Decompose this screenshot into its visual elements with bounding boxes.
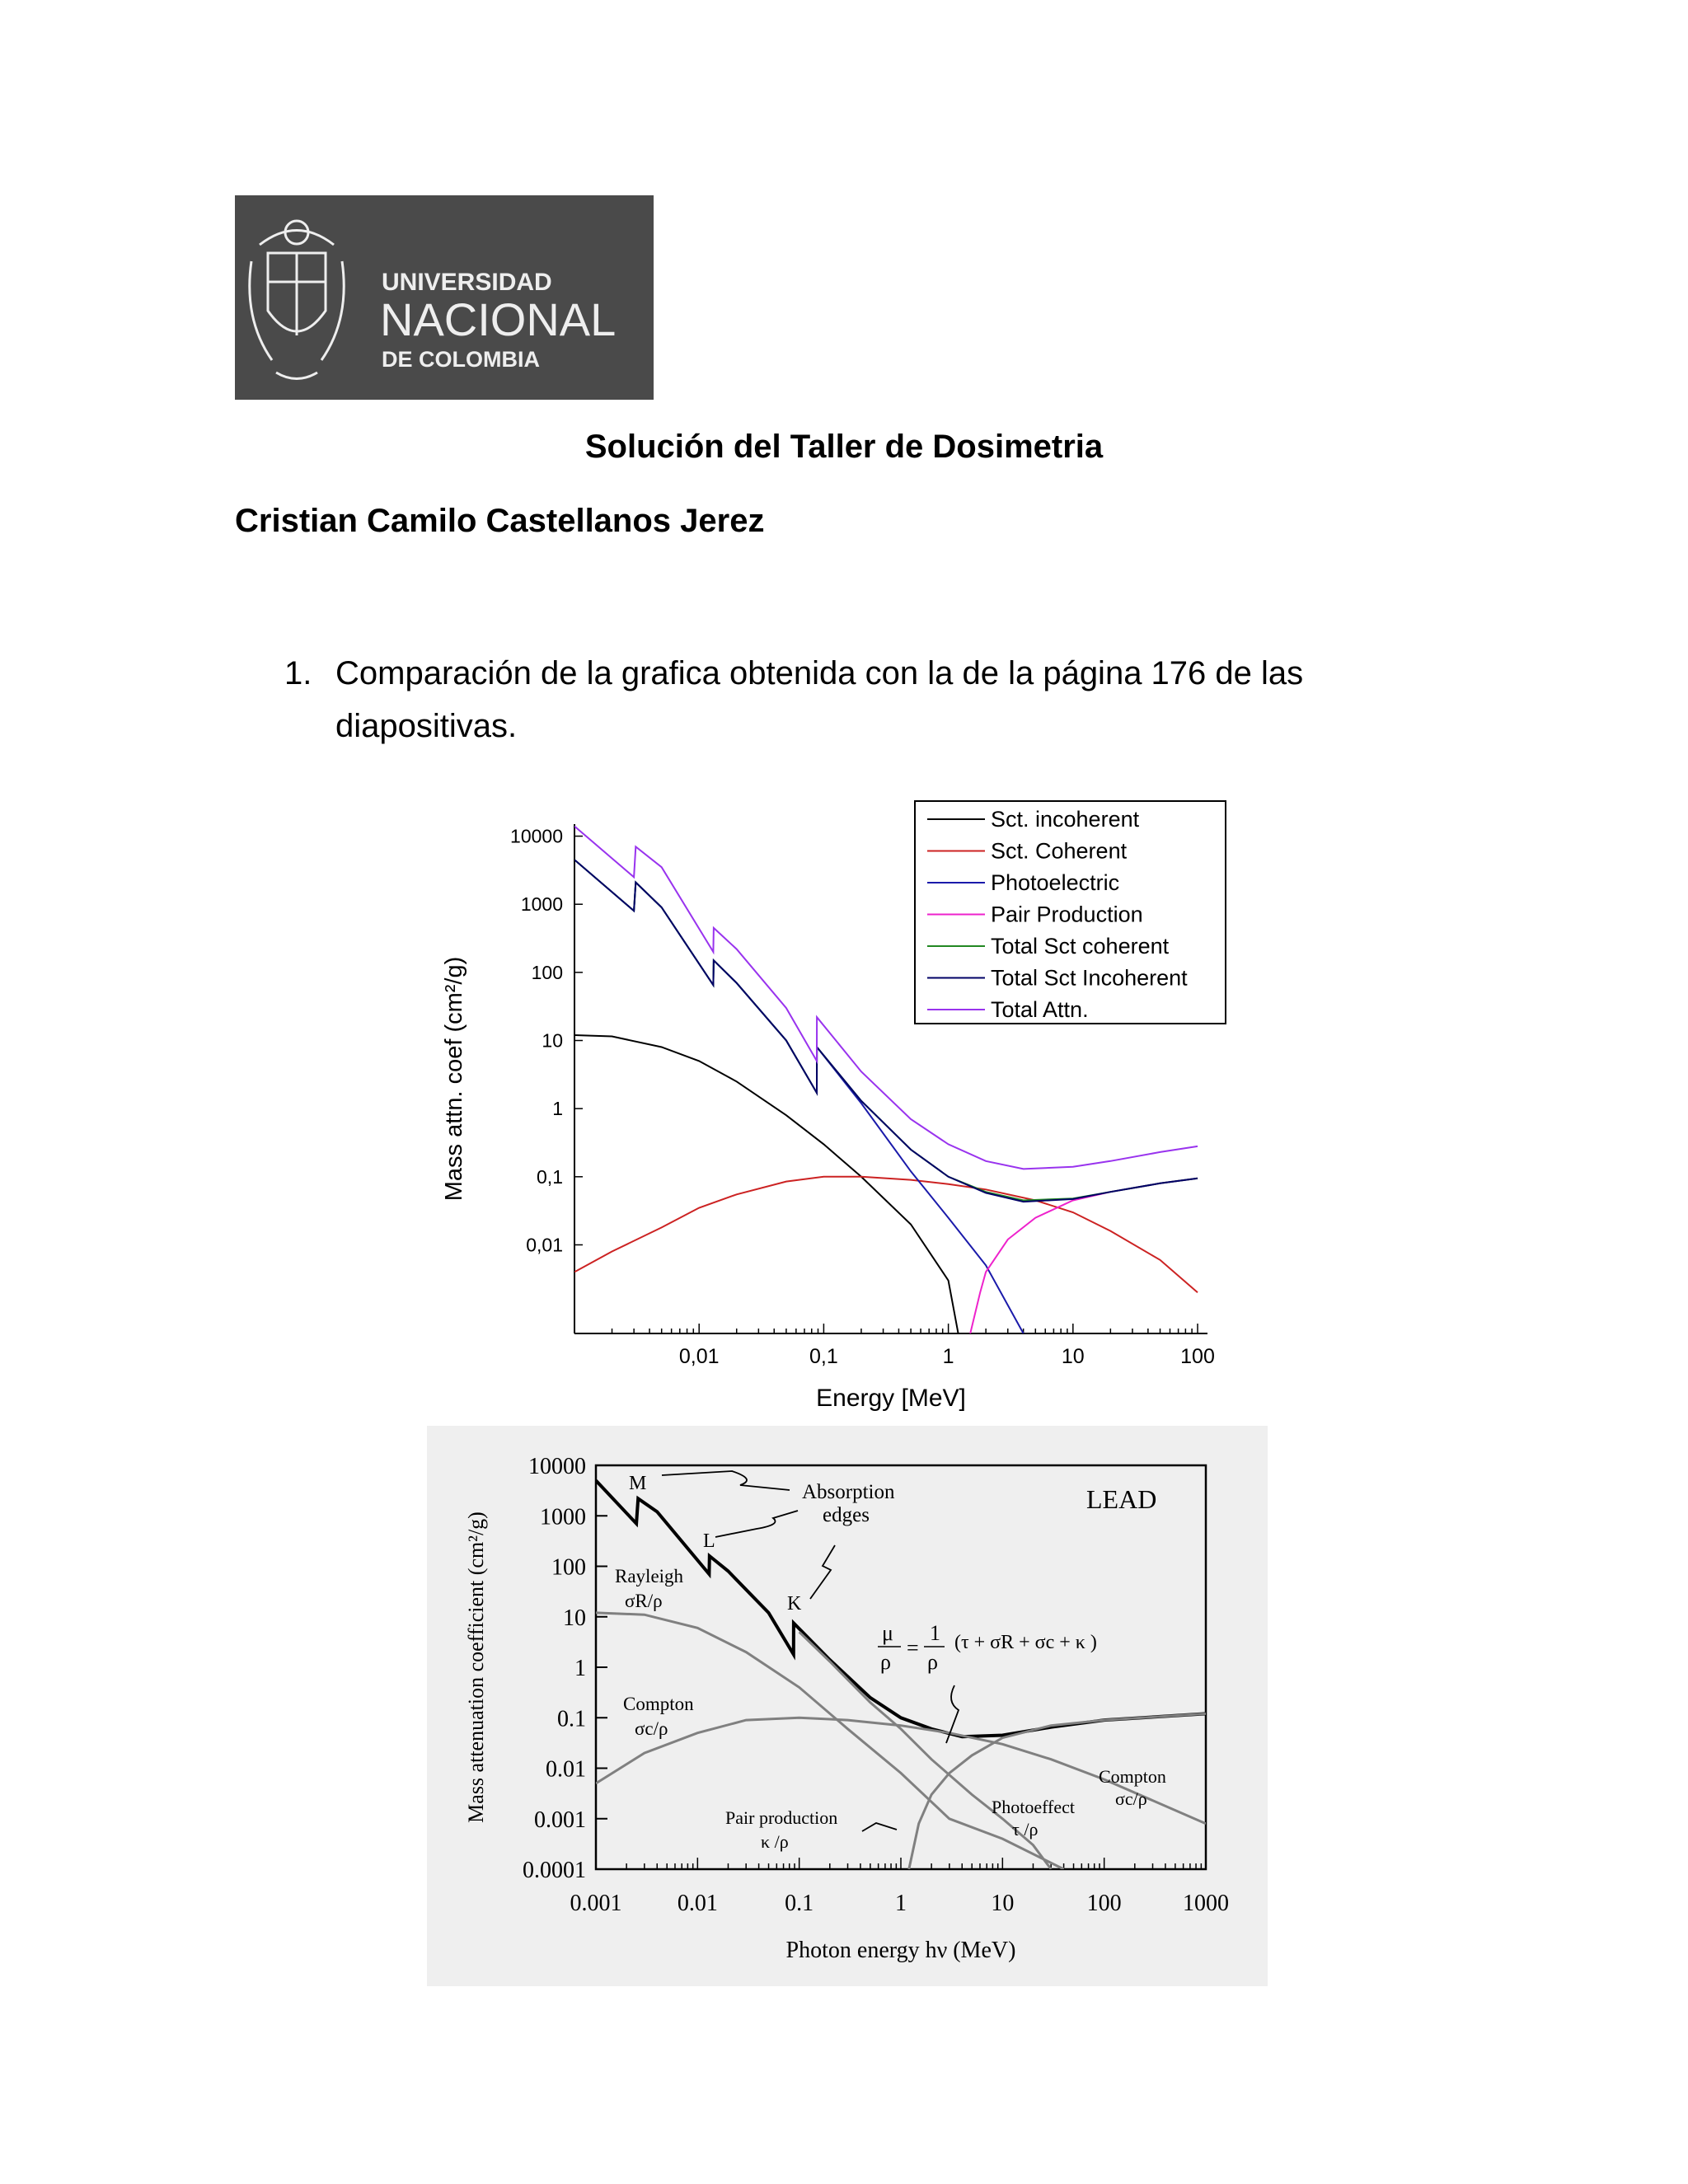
material-label: LEAD <box>1086 1484 1157 1514</box>
annotation-arrow <box>662 1471 790 1490</box>
equation-equals: = <box>907 1636 919 1660</box>
y-tick-label: 1 <box>574 1656 586 1681</box>
question-text: Comparación de la grafica obtenida con la de la página 176 de las diapositivas. <box>335 655 1304 744</box>
question-number: 1. <box>284 655 312 691</box>
y-tick-label: 1000 <box>540 1504 586 1530</box>
rayleigh-label: Rayleigh <box>615 1566 684 1586</box>
x-tick-label: 10 <box>1061 1345 1085 1368</box>
photoeffect-label: Photoeffect <box>992 1797 1076 1817</box>
y-tick-label: 0.01 <box>546 1756 586 1783</box>
compton-low-label: Compton <box>623 1694 694 1714</box>
photoeffect-symbol: τ /ρ <box>1012 1819 1039 1840</box>
legend-label: Total Attn. <box>991 997 1089 1022</box>
x-tick-label: 0,01 <box>678 1345 720 1368</box>
edge-k-label: K <box>787 1593 802 1615</box>
compton-high-label: Compton <box>1099 1766 1166 1787</box>
legend-label: Photoelectric <box>991 870 1120 895</box>
document-title: Solución del Taller de Dosimetria <box>584 429 1104 465</box>
y-tick-label: 100 <box>531 961 563 983</box>
university-logo <box>235 195 654 400</box>
y-axis-title: Mass attn. coef (cm²/g) <box>441 956 467 1202</box>
x-tick-label: 0,1 <box>809 1345 838 1368</box>
compton-low-symbol: σc/ρ <box>635 1718 668 1739</box>
equation-rho: ρ <box>927 1650 938 1674</box>
x-tick-label: 1000 <box>1183 1891 1229 1916</box>
series-line-4 <box>970 1179 1198 1333</box>
x-tick-label: 100 <box>1180 1345 1215 1368</box>
university-crest-icon <box>250 221 344 379</box>
y-tick-label: 1000 <box>520 893 563 916</box>
x-tick-label: 0.1 <box>785 1891 814 1916</box>
absorption-edges-label: Absorption <box>802 1481 895 1503</box>
series-line-pair <box>909 1713 1206 1869</box>
equation-mu: μ <box>882 1621 893 1645</box>
edge-l-label: L <box>703 1530 715 1552</box>
compton-high-symbol: σc/ρ <box>1115 1788 1147 1809</box>
y-tick-label: 0,01 <box>526 1234 563 1256</box>
x-tick-label: 100 <box>1086 1891 1122 1916</box>
x-axis-title: Energy [MeV] <box>816 1385 966 1412</box>
y-tick-label: 0,1 <box>537 1165 563 1188</box>
pair-production-label: Pair production <box>725 1807 838 1828</box>
y-tick-label: 1 <box>552 1098 563 1120</box>
computed-attenuation-chart <box>433 799 1257 1418</box>
y-tick-label: 10 <box>563 1605 586 1631</box>
x-tick-label: 1 <box>942 1345 954 1368</box>
reference-lead-chart <box>427 1426 1268 1986</box>
edge-m-label: M <box>629 1473 647 1494</box>
author-name: Cristian Camilo Castellanos Jerez <box>235 503 765 539</box>
y-tick-label: 0.001 <box>534 1807 586 1833</box>
x-tick-label: 0.01 <box>677 1891 718 1916</box>
legend-label: Total Sct Incoherent <box>991 965 1188 991</box>
y-tick-label: 0.1 <box>557 1706 586 1732</box>
x-tick-label: 0.001 <box>570 1891 622 1916</box>
legend-label: Total Sct coherent <box>991 934 1170 958</box>
logo-line-2: NACIONAL <box>380 293 617 345</box>
x-axis-title: Photon energy hν (MeV) <box>785 1938 1016 1963</box>
equation-sum: (τ + σR + σc + κ ) <box>954 1632 1097 1653</box>
pair-production-symbol: κ /ρ <box>761 1831 789 1852</box>
y-tick-label: 100 <box>551 1554 586 1581</box>
y-tick-label: 10 <box>542 1029 563 1052</box>
y-axis-title: Mass attenuation coefficient (cm²/g) <box>464 1511 488 1823</box>
annotation-arrow <box>810 1545 835 1599</box>
equation-one: 1 <box>930 1621 940 1645</box>
rayleigh-symbol: σR/ρ <box>625 1591 663 1611</box>
y-tick-label: 0.0001 <box>523 1858 586 1883</box>
legend-label: Sct. Coherent <box>991 838 1128 864</box>
annotation-arrow <box>862 1823 897 1831</box>
legend-label: Sct. incoherent <box>991 807 1140 832</box>
logo-line-3: DE COLOMBIA <box>382 347 540 372</box>
legend-label: Pair Production <box>991 902 1143 927</box>
plot-frame <box>596 1465 1206 1869</box>
y-tick-label: 10000 <box>528 1454 586 1479</box>
annotation-arrow <box>715 1511 798 1537</box>
series-line-1 <box>574 1035 959 1333</box>
x-tick-label: 1 <box>895 1891 907 1916</box>
equation-rho: ρ <box>880 1650 891 1674</box>
y-tick-label: 10000 <box>510 825 563 847</box>
x-tick-label: 10 <box>991 1891 1015 1916</box>
absorption-edges-label: edges <box>823 1504 870 1526</box>
logo-line-1: UNIVERSIDAD <box>382 269 552 296</box>
